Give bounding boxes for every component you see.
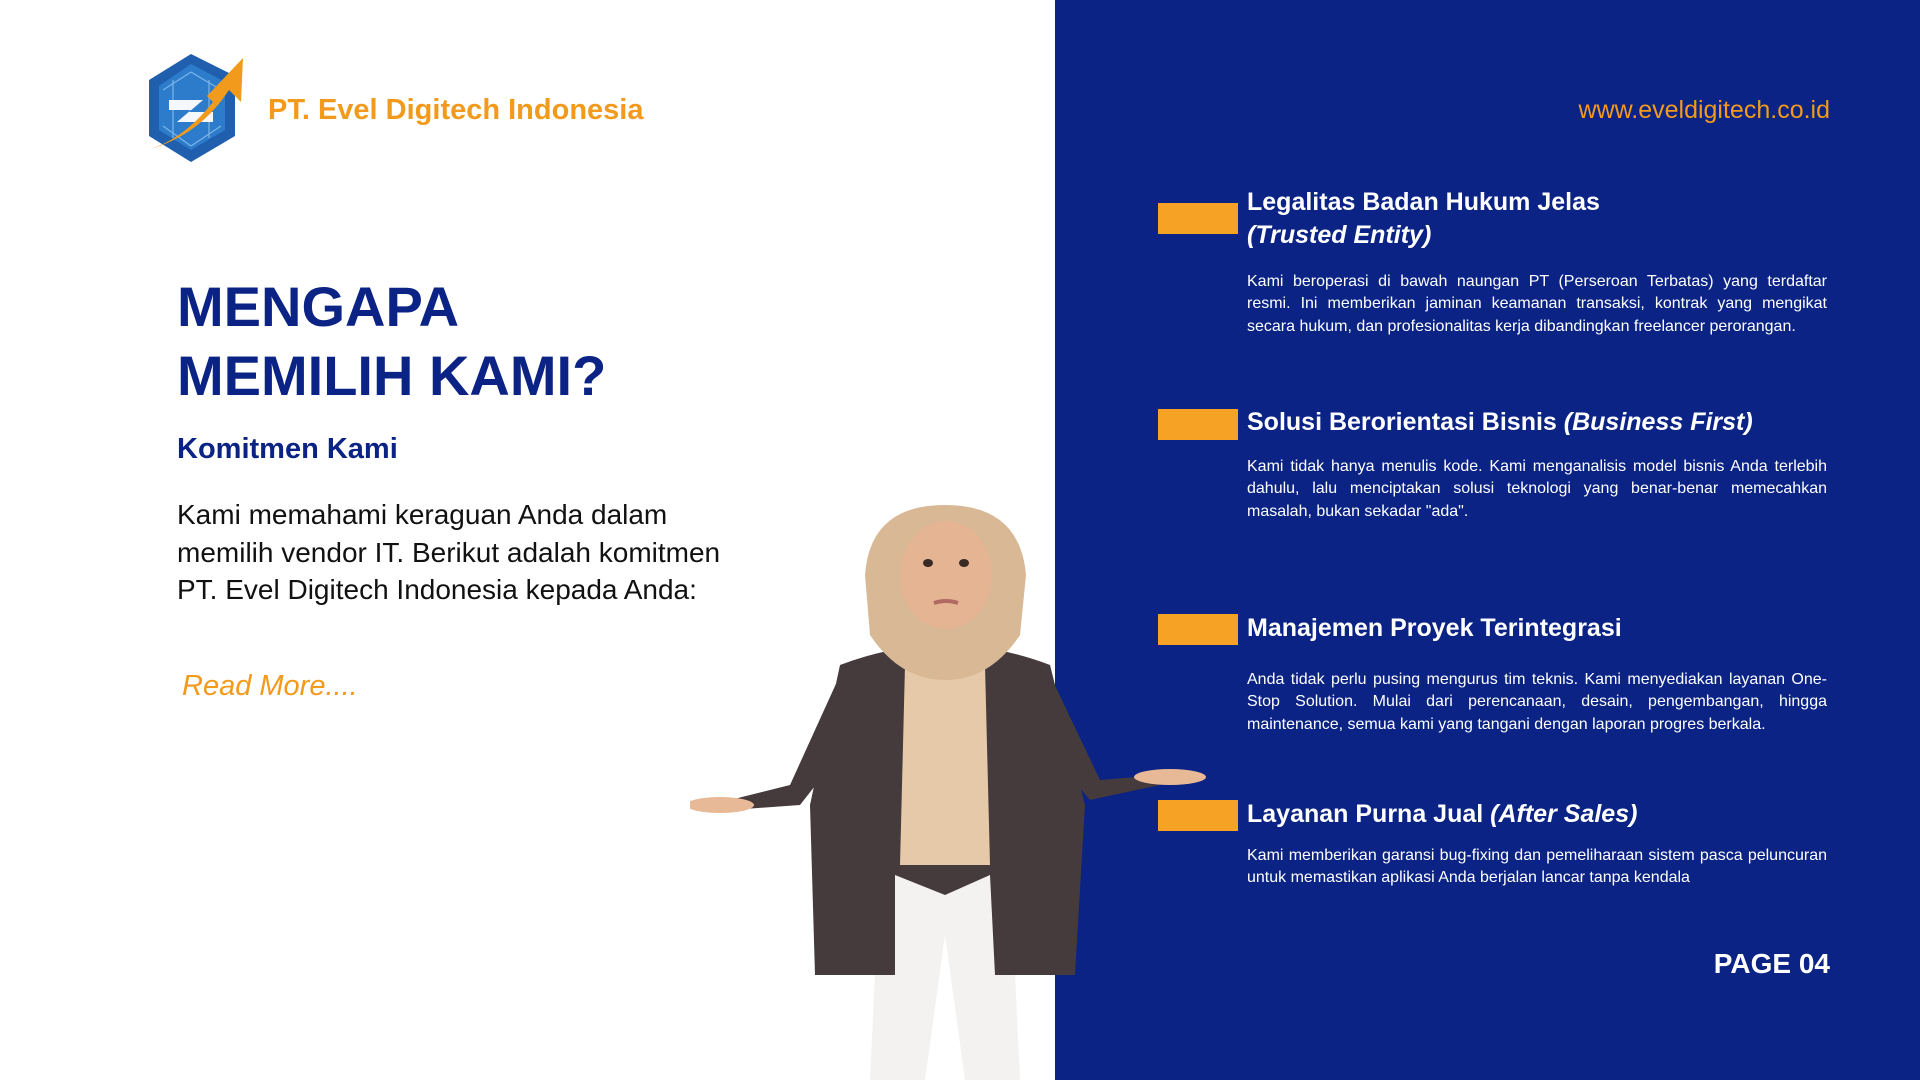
website-url[interactable]: www.eveldigitech.co.id bbox=[1578, 96, 1830, 124]
commitment-title: Solusi Berorientasi Bisnis (Business First) bbox=[1247, 408, 1753, 436]
woman-shrugging-photo bbox=[690, 505, 1270, 1080]
read-more-link[interactable]: Read More.... bbox=[182, 670, 358, 702]
page-title-line-2: MEMILIH KAMI? bbox=[177, 344, 607, 407]
commitment-title: Manajemen Proyek Terintegrasi bbox=[1247, 614, 1622, 642]
page-title bbox=[177, 272, 777, 410]
commitment-item-business bbox=[1247, 406, 1827, 523]
commitment-description: Anda tidak perlu pusing mengurus tim teknis. Kami menyediakan layanan One-Stop Solution. Mulai dari perencanaan, desain, pengembangan, hingga maintenance, semua kami yang tangani dengan laporan progres berkala. bbox=[1247, 671, 1827, 733]
company-logo bbox=[143, 50, 255, 168]
accent-bar bbox=[1158, 614, 1238, 645]
accent-bar bbox=[1158, 800, 1238, 831]
commitment-item-project bbox=[1247, 612, 1827, 736]
commitment-description: Kami tidak hanya menulis kode. Kami menganalisis model bisnis Anda terlebih dahulu, lalu menciptakan solusi teknologi yang benar-benar memecahkan masalah, bukan sekadar "ada". bbox=[1247, 458, 1827, 520]
page-title-line-1: MENGAPA bbox=[177, 275, 460, 338]
company-name: PT. Evel Digitech Indonesia bbox=[268, 94, 644, 126]
section-subtitle: Komitmen Kami bbox=[177, 433, 398, 465]
commitment-item-aftersales bbox=[1247, 798, 1827, 890]
page-number: PAGE 04 bbox=[1713, 948, 1830, 979]
commitment-title: Layanan Purna Jual (After Sales) bbox=[1247, 800, 1638, 828]
intro-paragraph: Kami memahami keraguan Anda dalam memilih vendor IT. Berikut adalah komitmen PT. Evel Digitech Indonesia kepada Anda: bbox=[177, 499, 721, 605]
accent-bar bbox=[1158, 409, 1238, 440]
accent-bar bbox=[1158, 203, 1238, 234]
commitment-description: Kami beroperasi di bawah naungan PT (Perseroan Terbatas) yang terdaftar resmi. Ini memberikan jaminan keamanan transaksi, kontrak yang mengikat secara hukum, dan profesionalitas kerja dibandingkan freelancer perorangan. bbox=[1247, 273, 1827, 335]
commitment-description: Kami memberikan garansi bug-fixing dan pemeliharaan sistem pasca peluncuran untuk memastikan aplikasi Anda berjalan lancar tanpa kendala bbox=[1247, 847, 1827, 887]
commitment-title: Legalitas Badan Hukum Jelas (Trusted Entity) bbox=[1247, 188, 1600, 249]
commitment-item-legal bbox=[1247, 186, 1827, 338]
